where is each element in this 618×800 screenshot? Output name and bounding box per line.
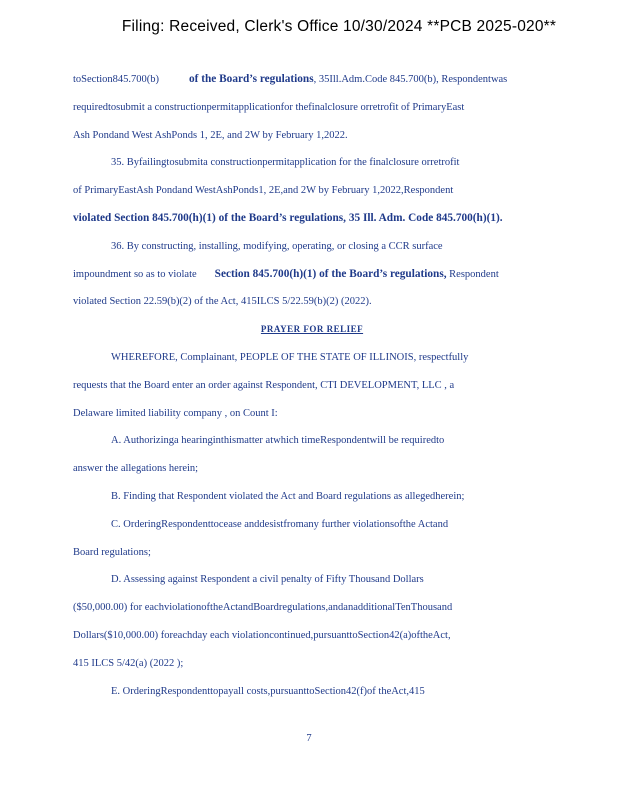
text-line: requiredtosubmit a constructionpermitapplicationfor thefinalclosure orretrofit of PrimaryEast bbox=[73, 101, 465, 113]
relief-item-a: A. Authorizinga hearinginthismatter atwhich timeRespondentwill be requiredto bbox=[111, 435, 445, 447]
text-line: Ash Pondand West AshPonds 1, 2E, and 2W by February 1,2022. bbox=[73, 129, 348, 141]
filing-stamp-header: Filing: Received, Clerk's Office 10/30/2024 **PCB 2025-020** bbox=[121, 18, 557, 35]
text-line-bold: violated Section 845.700(h)(1) of the Board’s regulations, 35 Ill. Adm. Code 845.700(h)(1). bbox=[73, 211, 503, 224]
text-line: requests that the Board enter an order against Respondent, CTI DEVELOPMENT, LLC , a bbox=[73, 379, 455, 391]
paragraph-36-start: 36. By constructing, installing, modifying, operating, or closing a CCR surface bbox=[111, 240, 443, 252]
relief-item-d: D. Assessing against Respondent a civil penalty of Fifty Thousand Dollars bbox=[111, 574, 424, 586]
text-run-bold: of the Board’s regulations bbox=[189, 73, 314, 85]
text-line: ($50,000.00) for eachviolationoftheActandBoardregulations,andanadditionalTenThousand bbox=[73, 602, 453, 614]
text-line: Dollars($10,000.00) foreachday each violationcontinued,pursuanttoSection42(a)oftheAct, bbox=[73, 629, 451, 641]
text-line: Board regulations; bbox=[73, 546, 151, 558]
text-run: impoundment so as to violate bbox=[73, 268, 197, 280]
text-line: violated Section 22.59(b)(2) of the Act, 415ILCS 5/22.59(b)(2) (2022). bbox=[73, 296, 372, 308]
relief-item-b: B. Finding that Respondent violated the Act and Board regulations as allegedherein; bbox=[111, 490, 465, 502]
text-line: 415 ILCS 5/42(a) (2022 ); bbox=[73, 657, 184, 669]
text-line: of PrimaryEastAsh Pondand WestAshPonds1, 2E,and 2W by February 1,2022,Respondent bbox=[73, 185, 454, 197]
text-run-bold: Section 845.700(h)(1) of the Board’s regulations, bbox=[214, 267, 447, 280]
text-run: Respondent bbox=[446, 268, 499, 280]
paragraph-35-start: 35. Byfailingtosubmita constructionpermitapplication for the finalclosure orretrofit bbox=[111, 157, 460, 169]
text-run: , 35Ill.Adm.Code 845.700(b), Respondentwas bbox=[313, 74, 508, 85]
section-heading: PRAYER FOR RELIEF bbox=[260, 324, 364, 335]
relief-item-c: C. OrderingRespondenttocease anddesistfromany further violationsofthe Actand bbox=[111, 518, 449, 530]
page-number: 7 bbox=[306, 733, 312, 744]
document-body bbox=[73, 66, 551, 705]
relief-item-e: E. OrderingRespondenttopayall costs,pursuanttoSection42(f)of theAct,415 bbox=[111, 685, 425, 697]
text-line: Delaware limited liability company , on Count I: bbox=[73, 407, 278, 419]
text-line bbox=[73, 261, 551, 289]
text-run: toSection845.700(b) bbox=[73, 74, 160, 85]
wherefore-clause: WHEREFORE, Complainant, PEOPLE OF THE STATE OF ILLINOIS, respectfully bbox=[111, 351, 469, 363]
text-line bbox=[73, 66, 551, 94]
text-line: answer the allegations herein; bbox=[73, 463, 199, 475]
